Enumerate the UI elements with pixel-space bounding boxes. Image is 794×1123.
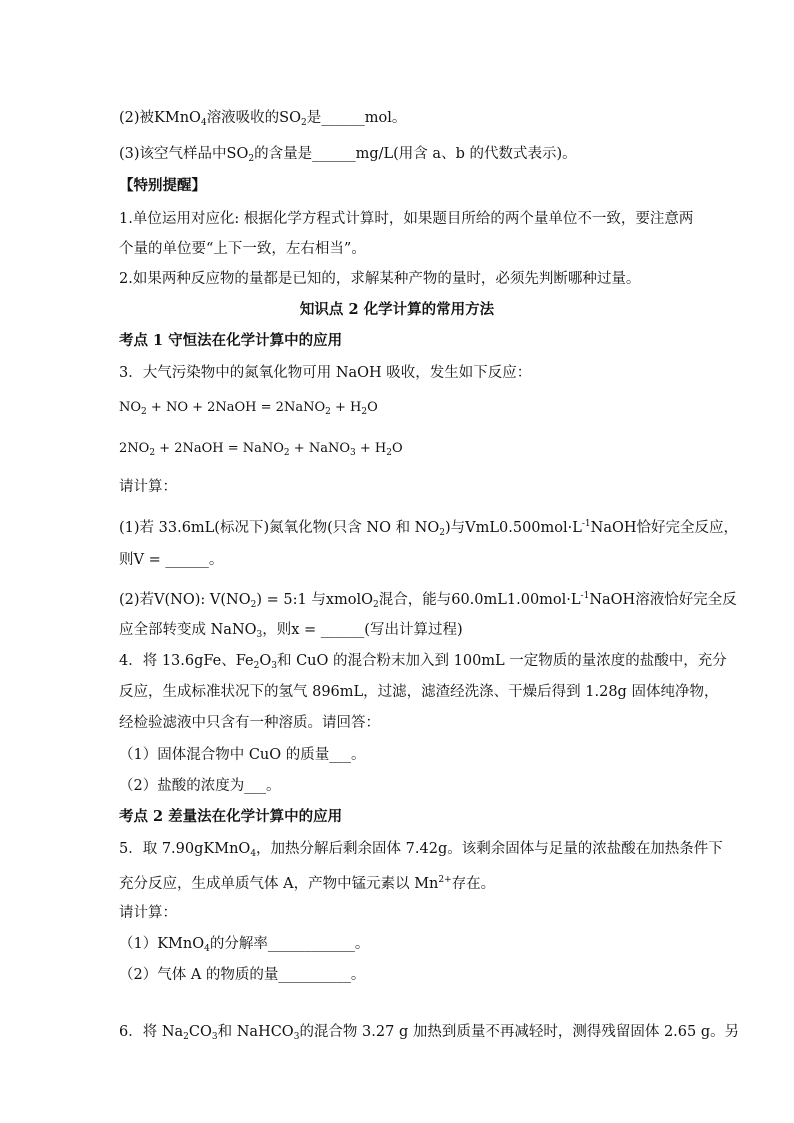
problem-3-part-1: (1)若 33.6mL(标况下)氮氧化物(只含 NO 和 $NO_2$)与$VmL0.500mol\cdot L^{-1}NaOH$恰好完全反应， — [119, 519, 739, 538]
problem-5-line-1: 5．取 7.90gKMnO$_4$，加热分解后剩余固体 7.42g。该剩余固体与足量的浓盐酸在加热条件下 — [119, 841, 723, 859]
question-3-line: (3)该空气样品中$SO_2$的含量是______mg/L(用含 a、b 的代数式表示)。 — [119, 146, 577, 164]
problem-4-line-2: 反应，生成标准状况下的氢气 896mL，过滤，滤渣经洗涤、干燥后得到 1.28g 固体纯净物， — [119, 684, 719, 700]
problem-3-intro: 3．大气污染物中的氮氧化物可用 NaOH 吸收，发生如下反应： — [119, 365, 532, 381]
problem-4-line-1: 4．将 13.6gFe、$Fe_2O_3$和 CuO 的混合粉末加入到 100mL 一定物质的量浓度的盐酸中，充分 — [119, 653, 727, 671]
problem-4-line-3: 经检验滤液中只含有一种溶质。请回答： — [119, 715, 380, 731]
problem-4-part-1: （1）固体混合物中 CuO 的质量___。 — [119, 747, 366, 763]
problem-5-part-2: （2）气体 A 的物质的量__________。 — [119, 967, 366, 983]
problem-6-line-1: 6．将 $Na_2CO_3$和 NaHCO$_3$的混合物 3.27 g 加热到质量不再减轻时，测得残留固体 2.65 g。另 — [119, 1024, 740, 1042]
problem-4-part-2: （2）盐酸的浓度为___。 — [119, 778, 281, 794]
please-calculate-1: 请计算： — [119, 479, 177, 495]
special-reminder-heading: 【特别提醒】 — [119, 177, 206, 194]
equation-1: $NO_2$ + NO + 2NaOH = 2NaNO$_2$ + $H_2O$ — [119, 400, 378, 417]
problem-5-part-1: （1）KMnO$_4$的分解率____________。 — [119, 936, 370, 954]
equation-2: $2NO_2$ + 2NaOH = NaNO$_2$ + NaNO$_3$ + $H_2O$ — [119, 441, 403, 458]
reminder-1-line-2: 个量的单位要“上下一致，左右相当”。 — [119, 241, 366, 257]
problem-3-part-2-cont: 应全部转变成 NaNO$_3$，则x = ______(写出计算过程) — [119, 622, 463, 640]
please-calculate-2: 请计算： — [119, 905, 177, 921]
reminder-2-line: 2.如果两种反应物的量都是已知的，求解某种产物的量时，必须先判断哪种过量。 — [119, 271, 641, 287]
section-title: 知识点 2 化学计算的常用方法 — [299, 301, 495, 318]
topic-1-heading: 考点 1 守恒法在化学计算中的应用 — [119, 332, 343, 349]
problem-3-part-1-answer: 则V = ______。 — [119, 552, 224, 568]
problem-3-part-2: (2)若V(NO): $V(NO_2)$ = 5:1 与xmolO$_2$混合，能与$60.0mL1.00mol\cdot L^{-1}NaOH$溶液恰好完全反 — [119, 591, 737, 610]
problem-5-line-2: 充分反应，生成单质气体 A，产物中锰元素以 $Mn^{2+}$存在。 — [119, 875, 496, 892]
topic-2-heading: 考点 2 差量法在化学计算中的应用 — [119, 808, 343, 825]
question-2-line: (2)被KMnO$_4$溶液吸收的$SO_2$是______mol。 — [119, 110, 407, 128]
reminder-1-line-1: 1.单位运用对应化: 根据化学方程式计算时，如果题目所给的两个量单位不一致，要注意两 — [119, 211, 694, 227]
